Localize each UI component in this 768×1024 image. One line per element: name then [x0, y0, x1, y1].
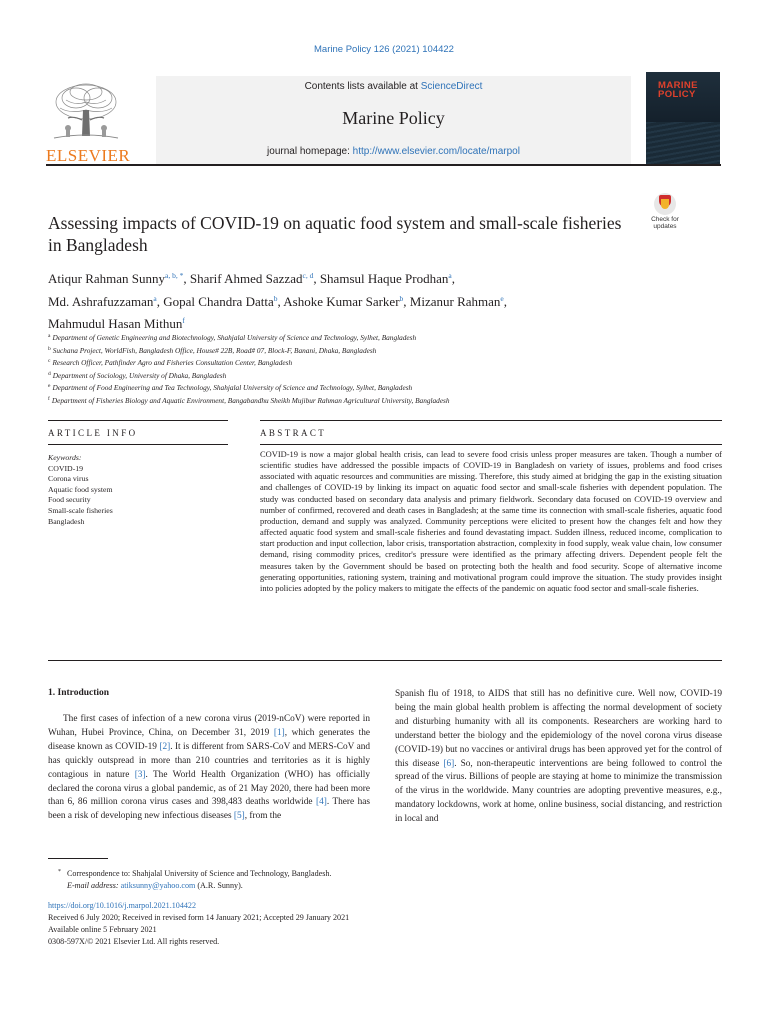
author-affiliation-marker[interactable]: a, b, * [165, 271, 184, 280]
journal-citation-link[interactable]: Marine Policy 126 (2021) 104422 [314, 44, 454, 55]
author-name[interactable]: Md. Ashrafuzzaman [48, 293, 154, 309]
body-text-segment: . It is different from SARS-CoV and MERS-CoV and has quickly outspread in more than 210 countries and territories as it is highly contagious in nature [48, 741, 371, 780]
masthead-banner [156, 76, 631, 164]
cover-title: MARINE POLICY [658, 80, 698, 100]
affiliation-text: Department of Genetic Engineering and Biotechnology, Shahjalal University of Science and Technology, Sylhet, Bangladesh [52, 333, 417, 342]
reference-link[interactable]: [3] [134, 769, 146, 780]
author-separator: , [313, 271, 320, 286]
author-list [48, 266, 648, 334]
body-text-segment: The first cases of infection of a new corona virus (2019-nCoV) were reported in Wuhan, Hubei Province, China, on December 31, 2019 [48, 714, 370, 738]
author-separator: , [183, 271, 190, 286]
journal-title: Marine Policy [342, 108, 445, 128]
author-affiliation-marker[interactable]: a [448, 271, 452, 280]
copyright-line: 0308-597X/© 2021 Elsevier Ltd. All rights reserved. [48, 937, 220, 946]
keyword-item: Food security [48, 495, 91, 505]
keyword-item: Aquatic food system [48, 484, 113, 494]
contents-line [156, 81, 631, 92]
author-affiliation-marker[interactable]: b [399, 293, 404, 303]
author-affiliation-marker[interactable]: f [182, 316, 185, 325]
author-affiliation-marker[interactable]: a [153, 293, 157, 303]
affiliation-marker: a [48, 333, 51, 339]
introduction-paragraph-right [395, 688, 722, 827]
abstract-sub-rule [260, 444, 722, 445]
author-name[interactable]: Shamsul Haque Prodhan [319, 271, 449, 286]
body-text-segment: , which generates the disease known as COVID-19 [48, 727, 370, 752]
author-email-link[interactable]: atiksunny@yahoo.com [120, 881, 196, 890]
affiliation-item [48, 344, 688, 357]
author-separator: , [156, 293, 164, 309]
abstract-heading: ABSTRACT [260, 428, 327, 438]
author-name[interactable]: Sharif Ahmed Sazzad [189, 271, 303, 286]
elsevier-wordmark: ELSEVIER [46, 146, 131, 165]
author-name[interactable]: Gopal Chandra Datta [163, 293, 274, 309]
author-affiliation-marker[interactable]: e [500, 293, 504, 303]
affiliation-item [48, 381, 688, 394]
journal-masthead [46, 76, 721, 166]
affiliation-marker: d [48, 370, 51, 377]
contents-prefix: Contents lists available at [304, 81, 421, 92]
journal-cover-image[interactable] [646, 72, 720, 164]
check-for-updates-badge[interactable] [645, 193, 685, 233]
reference-link[interactable]: [1] [273, 727, 285, 738]
affiliation-text: Department of Fisheries Biology and Aquatic Environment, Bangabandhu Sheikh Mujibur Rahman Agricultural University, Bangladesh [51, 395, 450, 405]
sciencedirect-link[interactable]: ScienceDirect [420, 81, 483, 92]
author-name[interactable]: Ashoke Kumar Sarker [283, 293, 400, 309]
email-suffix: (A.R. Sunny). [195, 881, 243, 890]
affiliation-marker: c [48, 358, 51, 365]
affiliation-marker: e [48, 383, 51, 390]
keyword-item: COVID-19 [48, 463, 84, 473]
abstract-bottom-rule [48, 660, 722, 661]
keywords-block [48, 453, 228, 527]
introduction-paragraph-left [48, 713, 370, 824]
affiliation-text: Research Officer, Pathfinder Agro and Fisheries Consultation Center, Bangladesh [52, 358, 293, 368]
email-label: E-mail address: [67, 881, 119, 890]
author-name[interactable]: Mizanur Rahman [409, 293, 501, 309]
author-affiliation-marker[interactable]: c, d [302, 271, 314, 280]
author-name[interactable]: Atiqur Rahman Sunny [48, 271, 165, 286]
author-affiliation-marker[interactable]: b [273, 293, 278, 303]
journal-homepage-link[interactable]: http://www.elsevier.com/locate/marpol [352, 146, 520, 157]
article-info-rule [48, 420, 228, 421]
author-separator: , [503, 293, 507, 309]
homepage-line [156, 146, 631, 157]
body-column-left [48, 688, 370, 824]
keyword-item: Bangladesh [48, 516, 85, 526]
affiliation-item [48, 369, 688, 382]
footnote-marker: * [58, 869, 61, 875]
affiliation-marker: b [48, 345, 51, 352]
reference-link[interactable]: [5] [233, 811, 245, 822]
affiliation-item [48, 394, 688, 407]
elsevier-logo[interactable] [46, 80, 131, 165]
body-text-segment: , from the [244, 811, 282, 822]
author-separator: , [277, 293, 284, 309]
reference-link[interactable]: [4] [315, 797, 327, 808]
footnote-rule [48, 858, 108, 859]
affiliation-item [48, 331, 688, 344]
elsevier-tree-icon [46, 80, 126, 144]
body-text-segment: Spanish flu of 1918, to AIDS that still has no definitive cure. Well now, COVID-19 being the main global health problem is affecting the normal development of society and disturbing humanity with all its components. Researchers are working hard to understand better the biology and the epidemiology of the novel corona virus disease (COVID-19) but no vaccines or antiviral drugs has been approved yet for the control of this disease [395, 689, 722, 769]
publication-info [48, 900, 548, 948]
cover-waves [646, 122, 720, 164]
body-text-segment: . So, non-therapeutic interventions are being followed to control the spread of the virus. Billions of people are staying at home to minimize the transmission of the virus in the worldwide. Many countries are adopting preventive measures, e.g., mandatory lockdowns, work at home, online business, social distancing, and restriction in local and [395, 758, 722, 825]
affiliation-text: Suchana Project, WorldFish, Bangladesh Office, House# 22B, Road# 07, Block-F, Banani, Dhaka, Bangladesh [52, 345, 377, 355]
doi-link[interactable]: https://doi.org/10.1016/j.marpol.2021.104422 [48, 901, 197, 910]
abstract-rule [260, 420, 722, 421]
received-dates: Received 6 July 2020; Received in revised form 14 January 2021; Accepted 29 January 2021 [48, 913, 350, 922]
abstract-text: COVID-19 is now a major global health crisis, can lead to severe food crisis unless proper measures are taken. Though a number of scientific studies have addressed the possible impacts of COVID-19 in Bangladesh on variety of issues, problems and food crises associated with aquatic resources and communities are missing. Therefore, this study aimed at bridging the gap in the existing situation and challenges of COVID-19 by linking its impact on aquatic food sector and small-scale fisheries with dependent population. The study was conducted based on secondary data analysis and primary fieldwork. Secondary data focused on COVID-19 overview and number of confirmed, recovered and death cases in Bangladesh; at the same time its connection with small-scale fisheries, aquatic food production, demand and supply was analyzed. Community perceptions were elicited to present how the changes felt and how they affected aquatic food system and small-scale fisheries and found devastating impact. Sudden illness, reduced income, complication to start production and input collection, labor crisis, transportation abstraction, complexity in food supply, weak value chain, low consumer demand, rising commodity prices, creditor's pressure were identified as the primary affecting drivers. Dependent people felt the measures taken by the Government should be based on protecting both the health and food security. Scope of alternative income generating opportunities, rationing system, training and motivational program could improve the situation. The study provides insight into policies adopted by the policy makers to mitigate the effects of the pandemic on aquatic food sector and small-scale fisheries. [260, 449, 722, 593]
affiliation-marker: f [48, 395, 50, 402]
article-info-heading: ARTICLE INFO [48, 428, 138, 438]
keyword-item: Small-scale fisheries [48, 505, 113, 515]
affiliation-item [48, 356, 688, 369]
homepage-prefix: journal homepage: [267, 146, 353, 157]
crossmark-icon [654, 193, 676, 215]
keywords-label: Keywords: [48, 453, 82, 462]
body-column-right [395, 688, 722, 827]
available-online: Available online 5 February 2021 [48, 925, 157, 934]
crossmark-label: Check for updates [651, 216, 679, 230]
reference-link[interactable]: [6] [443, 758, 455, 769]
article-info-sub-rule [48, 444, 228, 445]
introduction-heading: 1. Introduction [48, 688, 110, 698]
keyword-item: Corona virus [48, 474, 89, 484]
correspondence-text: Correspondence to: Shahjalal University of Science and Technology, Bangladesh. [67, 869, 332, 878]
affiliation-text: Department of Food Engineering and Tea Technology, Shahjalal University of Science and Technology, Sylhet, Bangladesh [52, 383, 413, 393]
affiliation-text: Department of Sociology, University of Dhaka, Bangladesh [52, 370, 227, 380]
body-text-segment: . There has been a risk of developing new infectious diseases [48, 797, 370, 822]
body-text-segment: . The World Health Organization (WHO) has officially declared the corona virus a global pandemic, as of 21 May 2020, there had been more than 6, 86 million corona virus cases and 398,483 deaths worldwide [48, 769, 370, 808]
article-title: Assessing impacts of COVID-19 on aquatic food system and small-scale fisheries in Bangladesh [48, 213, 622, 255]
keywords-list [48, 464, 228, 528]
affiliation-list [48, 331, 688, 407]
correspondence-footnote [58, 866, 508, 892]
author-separator: , [451, 271, 455, 286]
author-separator: , [403, 293, 410, 309]
reference-link[interactable]: [2] [159, 741, 171, 752]
author-name[interactable]: Mahmudul Hasan Mithun [48, 316, 183, 331]
